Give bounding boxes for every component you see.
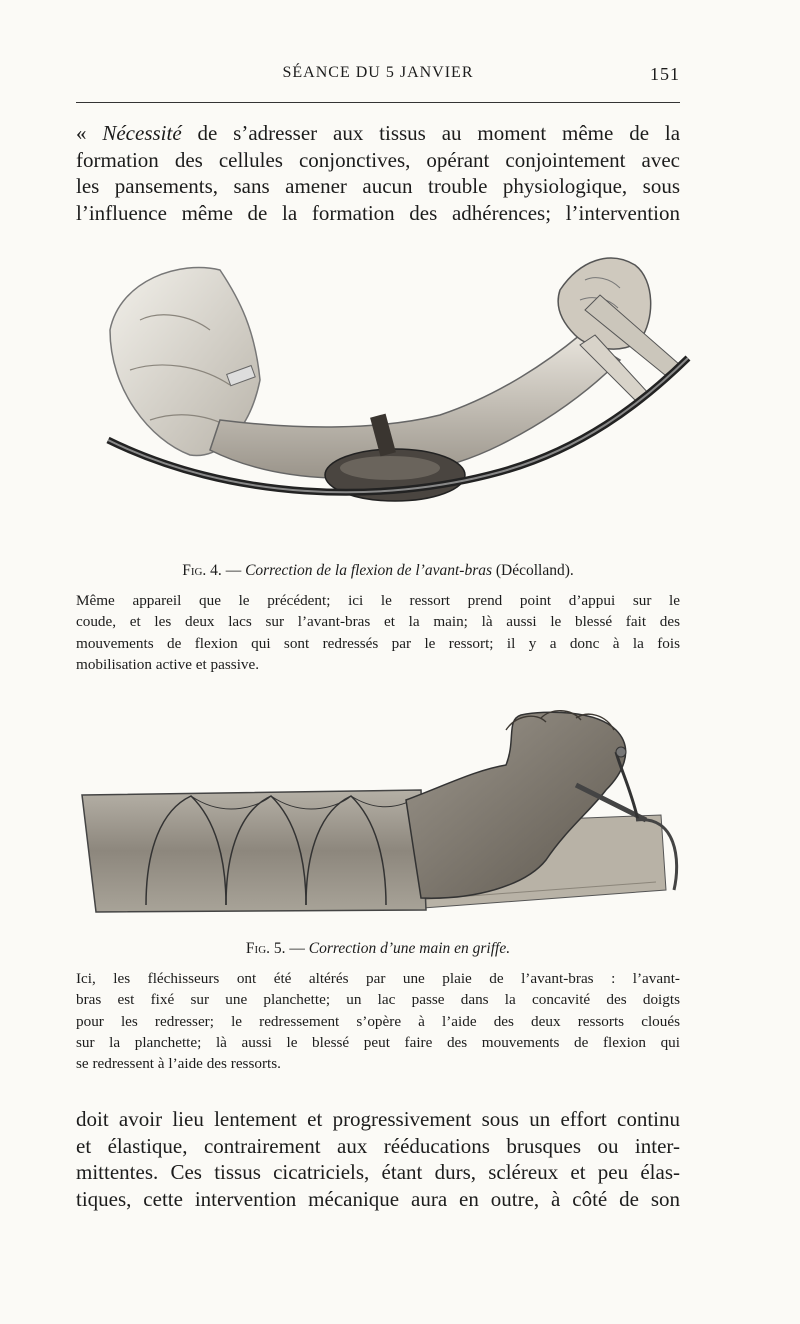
fig5-desc-line-5: se redressent à l’aide des ressorts. [76,1055,281,1073]
figure-4-description [76,590,680,675]
running-head-title: SÉANCE DU 5 JANVIER [282,64,474,81]
intro-italic-word: Nécessité [102,121,182,145]
fig4-desc-line-4: mobilisation active et passive. [76,655,260,673]
figure-5-dash: — [285,940,309,957]
fig4-desc-line-3: mouvements de flexion qui sont redressés par le ressort; il y a donc à la fois [76,634,680,652]
fig5-desc-line-2: bras est fixé sur une planchette; un lac passe dans la concavité des doigts [76,991,680,1009]
closing-line-3: mittentes. Ces tissus cicatriciels, étant durs, scléreux et peu élas- [76,1160,680,1184]
figure-5-description [76,968,680,1074]
closing-paragraph [76,1106,680,1212]
figure-5-illustration [76,700,696,925]
header-rule [76,102,680,103]
figure-4-dash: — [221,562,246,579]
fig5-desc-line-4: sur la planchette; là aussi le blessé peut faire des mouvements de flexion qui [76,1033,680,1051]
closing-line-4: tiques, cette intervention mécanique aura en outre, à côté de son [76,1186,680,1211]
figure-5-label: Fig. 5. [245,940,286,957]
figure-4-label: Fig. 4. [182,562,222,579]
intro-line-4: l’influence même de la formation des adhérences; l’intervention [76,200,680,225]
figure-4-illustration [80,240,700,540]
page-number: 151 [650,64,680,84]
intro-line-1: « Nécessité de s’adresser aux tissus au moment même de la [76,121,681,145]
figure-5-caption [76,940,680,958]
figure-5-title: Correction d’une main en griffe. [308,940,511,957]
closing-line-1: doit avoir lieu lentement et progressivement sous un effort continu [76,1107,680,1131]
intro-line-3: les pansements, sans amener aucun trouble physiologique, sous [76,174,680,198]
figure-4-author: (Décolland). [492,562,574,579]
intro-line-2: formation des cellules conjonctives, opérant conjointement avec [76,147,680,172]
fig4-desc-line-1: Même appareil que le précédent; ici le ressort prend point d’appui sur le [76,592,680,609]
running-head [76,64,680,88]
fig5-desc-line-3: pour les redresser; le redressement s’opère à l’aide des deux ressorts cloués [76,1012,680,1030]
figure-4-caption [76,562,680,580]
fig4-desc-line-2: coude, et les deux lacs sur l’avant-bras et la main; là aussi le blessé fait des [76,613,680,631]
intro-paragraph [76,120,680,226]
fig5-desc-line-1: Ici, les fléchisseurs ont été altérés par une plaie de l’avant-bras : l’avant- [76,970,680,987]
figure-4-title: Correction de la flexion de l’avant-bras [245,562,493,579]
closing-line-2: et élastique, contrairement aux rééducations brusques ou inter- [76,1133,680,1158]
